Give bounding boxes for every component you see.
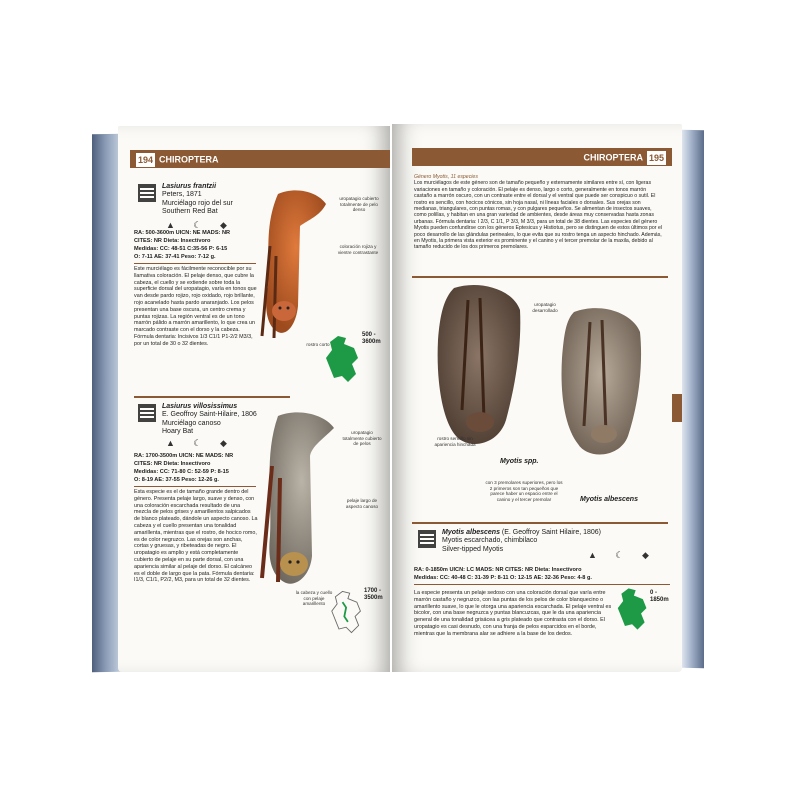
stats-line: CITES: NR Dieta: Insectívoro (134, 461, 211, 467)
divider (134, 486, 256, 487)
genus-text: Los murciélagos de este género son de tamaño pequeño y externamente similares entre sí, con ligeras variaciones en tamaño y coloración. El pelaje es denso, largo o corto, generalmente en tonos marrón castaño a marrón oscuro, con un contraste entre el dorsal y el ventral que puede ser conspicuo o sutil. El rostro es sencillo, con hocicos cónicos, sin hoja nasal, ni líneas faciales o dorsales. Sus orejas son medianas, triangulares, con puntas romas, y con pulgares pequeños. Se alimentan de insectos suaves, como polillas, y habitan en una gran variedad de ambientes, desde áreas muy conservadas hasta zonas urbanas. Fórmula dentaria: I 2/3, C 1/1, P 3/3, M 3/3, para un total de 38 dientes. Las especies del género Myotis pueden confundirse con los géneros Eptesicus y Histiotus, pero se distinguen de estos últimos por el poco desarrollo de las glándulas perineales, lo que evita que su rostro tenga un aspecto hinchado. Además, en Myotis, la primera vista exterior es prominente y el canino y el tercer premolar de la maxila, debido al tamaño reducido de los dos primeros premolares. (414, 180, 662, 251)
page-number: 194 (135, 152, 156, 168)
left-page-header (130, 150, 390, 168)
coloracion-label: coloración rojiza y vientre contrastante (337, 244, 379, 255)
species-stats (134, 229, 258, 261)
stats-line: Medidas: CC: 40-48 C: 31-39 P: 8-11 O: 12-15 AE: 32-36 Peso: 4-8 g. (414, 575, 592, 581)
page-edge-tab (672, 394, 682, 422)
qr-code-icon (138, 404, 156, 422)
species-stats (414, 566, 676, 582)
distribution-map (330, 588, 364, 636)
stats-line: RA: 500-3600m UICN: NE MADS: NR (134, 230, 231, 236)
species-spanish-name: Murciélago rojo del sur (162, 199, 233, 207)
species-author: Peters, 1871 (162, 191, 202, 199)
header-title: CHIROPTERA (159, 154, 219, 165)
stats-line: RA: 1700-3500m UICN: NE MADS: NR (134, 453, 234, 459)
species-latin-name: Lasiurus villosissimus (162, 403, 238, 410)
premolares-label: con 3 premolares superiores, pero los 2 primeros son tan pequeños que parece haber un espacio entre el canino y el tercer premolar (485, 480, 563, 502)
section-divider (412, 522, 668, 524)
species-english-name: Southern Red Bat (162, 208, 218, 216)
qr-code-icon (138, 184, 156, 202)
distribution-map (324, 334, 362, 384)
open-book (92, 124, 704, 672)
right-page-header (412, 148, 672, 166)
uropatagio-label: uropatagio desarrollado (532, 302, 558, 313)
myotis-caption: Myotis spp. (500, 458, 539, 465)
section-divider (412, 276, 668, 278)
habit-icons: ▲ ☾ ◆ (166, 220, 235, 230)
right-page (392, 124, 682, 672)
genus-title: Género Myotis, 11 especies (414, 174, 478, 180)
species-author: (E. Geoffroy Saint Hilaire, 1806) (501, 529, 602, 536)
species-english-name: Silver-tipped Myotis (442, 545, 504, 553)
species-description: La especie presenta un pelaje sedoso con una coloración dorsal que varía entre marrón castaño y negruzco, con las puntas de los pelos de color blanquecino o amarillento suave, lo que le otorga una apariencia escarchada. El pelaje ventral es bicolor, con una base negruzca y puntas blancuzcas, que le da una apariencia general de una tonalidad grisácea a gris plateado que contrasta con el dorso. El uropatagio es casi desnudo, con una franja de pelos esparcidos en el borde, mientras que la membrana alar se adhiere a la base de los dedos. (414, 590, 612, 637)
species-spanish-name: Myotis escarchado, chimbilaco (442, 537, 538, 545)
stats-line: O: 7-11 AE: 37-41 Peso: 7-12 g. (134, 254, 216, 260)
divider (414, 584, 670, 585)
header-title: CHIROPTERA (583, 152, 643, 163)
book-cover-right-edge (682, 130, 704, 668)
species-latin-name: Myotis albescens (442, 529, 500, 536)
altitude-range: 500 - 3600m (362, 332, 381, 345)
habit-icons: ▲ ☾ ◆ (588, 550, 657, 560)
rostro-label: rostro sencillo sin apariencia hinchada (434, 436, 476, 447)
left-page (118, 126, 390, 672)
stats-line: RA: 0-1850m UICN: LC MADS: NR CITES: NR Dieta: Insectívoro (414, 567, 582, 573)
altitude-range: 1700 - 3500m (364, 588, 383, 601)
species-author: E. Geoffroy Saint-Hilaire, 1806 (162, 411, 257, 419)
uropatagio-label: uropatagio cubierto totalmente de pelo denso (339, 196, 379, 213)
altitude-range: 0 - 1850m (650, 590, 669, 603)
albescens-caption: Myotis albescens (580, 496, 638, 503)
distribution-map (616, 586, 650, 632)
myotis-albescens-illustration (552, 302, 652, 462)
rostro-label: rostro corto (306, 342, 330, 347)
divider (134, 263, 256, 264)
habit-icons: ▲ ☾ ◆ (166, 438, 235, 448)
species-stats (134, 452, 258, 484)
species-name-block (162, 183, 262, 217)
hoary-bat-illustration (258, 406, 340, 590)
stats-line: CITES: NR Dieta: Insectívoro (134, 238, 211, 244)
stats-line: Medidas: CC: 48-51 C:35-56 P: 6-15 (134, 246, 228, 252)
pelaje-label: pelaje largo de aspecto canoso (345, 498, 379, 509)
myotis-illustration (428, 280, 528, 452)
stats-line: Medidas: CC: 71-80 C: 52-59 P: 8-15 (134, 469, 229, 475)
species-english-name: Hoary Bat (162, 428, 194, 436)
species-description: Este murciélago es fácilmente reconocible por su llamativa coloración. El pelaje denso, que cubre la cabeza, el cuello y se extiende sobre toda la superficie dorsal del uropatagio, varía en tonos que van desde pardo rojizo, rojo oxidado, rojo brillante, rojo acanelado hasta pardo anaranjado. Los pelos presentan una base oscura, un centro crema y puntas rojizas. La región ventral es de un tono marrón pálido a marrón amarillento, lo que crea un marcado contraste con el dorso y la cabeza. Fórmula dentaria: Incisivos 1/3 C1/1 P1-2/2 M3/3, por un total de 30 o 32 dientes. (134, 266, 257, 347)
genus-description (414, 174, 664, 251)
page-number: 195 (646, 150, 667, 166)
species-spanish-name: Murciélago canoso (162, 419, 221, 427)
section-divider (134, 396, 290, 398)
cabeza-label: la cabeza y cuello con pelaje amarillento (295, 590, 333, 607)
stats-line: O: 8-19 AE: 37-55 Peso: 12-26 g. (134, 477, 219, 483)
species-latin-name: Lasiurus frantzii (162, 183, 217, 190)
qr-code-icon (418, 530, 436, 548)
species-description: Esta especie es el de tamaño grande dentro del género. Presenta pelaje largo, suave y denso, con una coloración escarchada resultado de una mezcla de pelos grises y amarillentos salpicados de blanco plateado, dándole un aspecto canoso. La cabeza y el cuello presentan una tonalidad amarillenta, mientras que el rostro, de hocico romo, es de color negruzco. Las orejas son anchas, cortas y gruesas, y ribeteadas de negro. El uropatagio es amplio y está completamente cubierto de pelaje en su parte dorsal, con una apariencia similar al pelaje del dorso. El calcáneo es el doble de largo que la pata. Fórmula dentaria: I1/3, C1/1, P2/2, M3, para un total de 32 dientes. (134, 489, 258, 584)
red-bat-illustration (256, 186, 334, 342)
uropatagio-label: uropatagio totalmente cubierto de pelos (342, 430, 382, 447)
